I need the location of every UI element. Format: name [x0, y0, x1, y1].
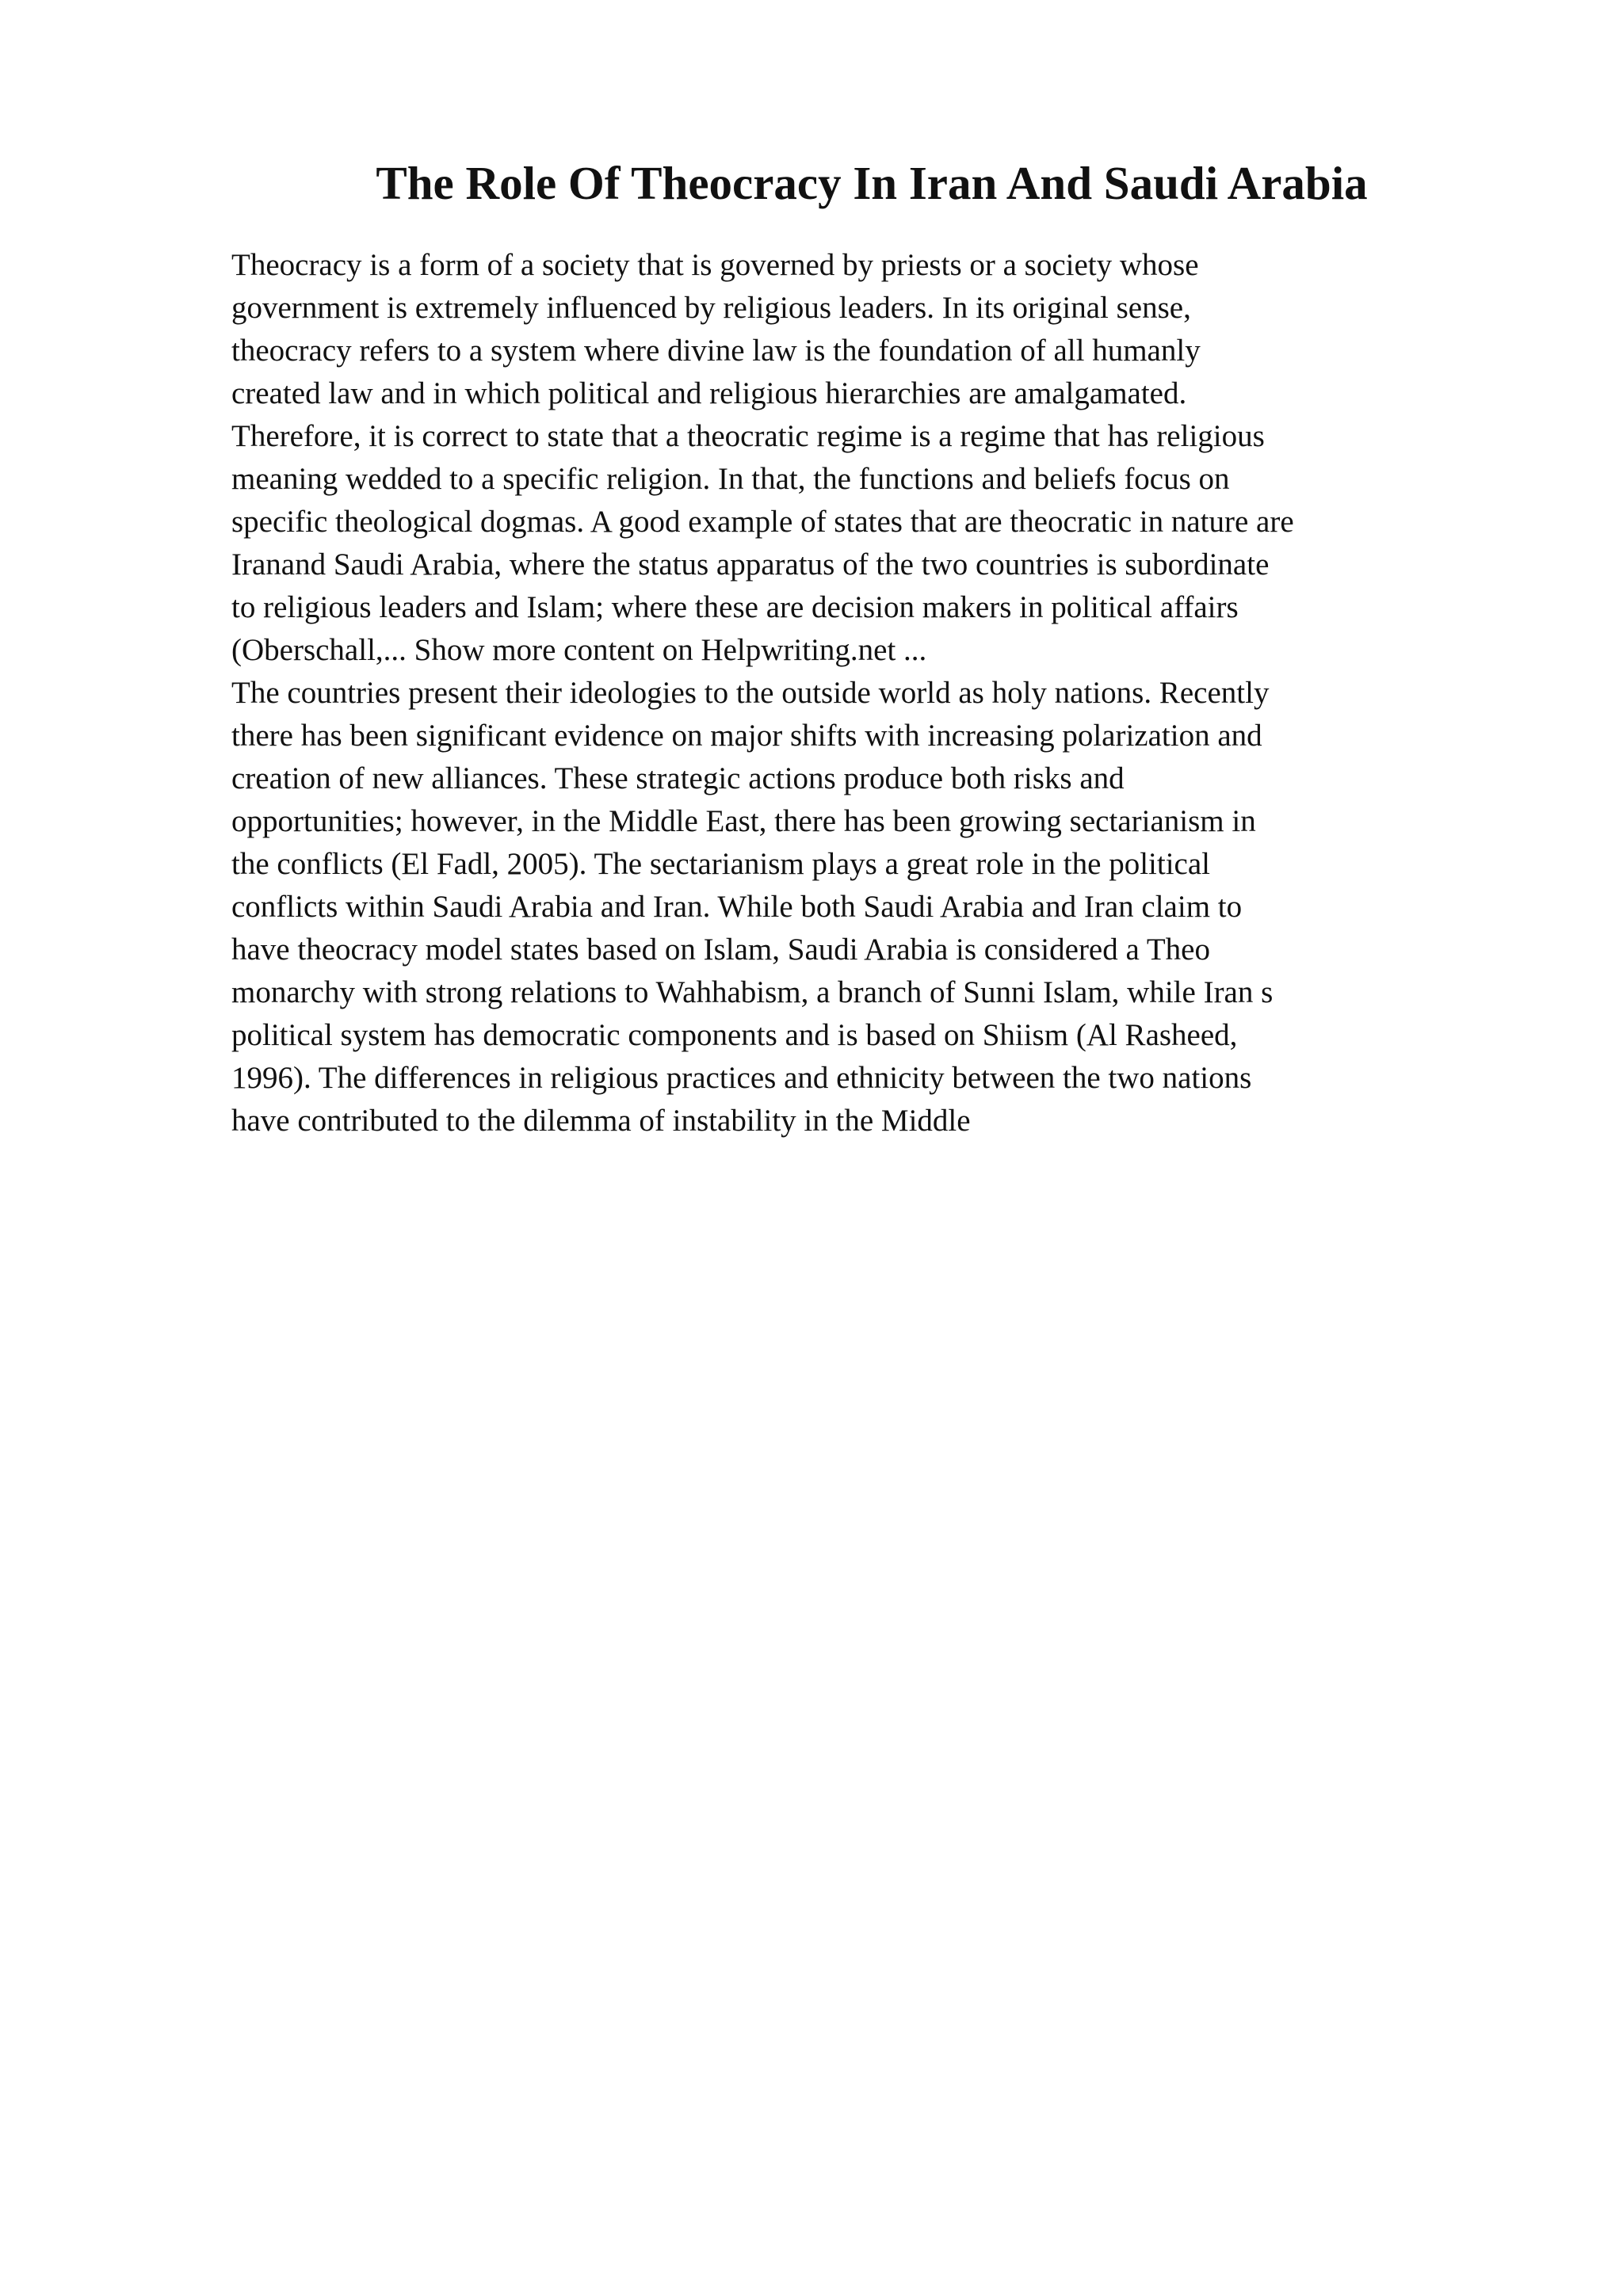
body-line: have contributed to the dilemma of instability in the Middle [231, 1104, 971, 1138]
body-line: Therefore, it is correct to state that a theocratic regime is a regime that has religious [231, 419, 1265, 453]
body-line: creation of new alliances. These strategic actions produce both risks and [231, 761, 1125, 795]
body-line: meaning wedded to a specific religion. In that, the functions and beliefs focus on [231, 462, 1230, 496]
body-line: have theocracy model states based on Islam, Saudi Arabia is considered a Theo [231, 933, 1210, 967]
body-line: government is extremely influenced by religious leaders. In its original sense, [231, 291, 1191, 325]
document-body [231, 244, 1515, 1142]
body-line: (Oberschall,... Show more content on Helpwriting.net ... [231, 633, 927, 667]
body-line: Iranand Saudi Arabia, where the status apparatus of the two countries is subordinate [231, 547, 1270, 582]
body-line: 1996). The differences in religious practices and ethnicity between the two nations [231, 1061, 1252, 1095]
body-line: The countries present their ideologies to the outside world as holy nations. Recently [231, 676, 1270, 710]
body-line: political system has democratic components and is based on Shiism (Al Rasheed, [231, 1018, 1238, 1052]
body-line: created law and in which political and religious hierarchies are amalgamated. [231, 376, 1187, 410]
body-line: opportunities; however, in the Middle East, there has been growing sectarianism in [231, 804, 1256, 838]
body-line: specific theological dogmas. A good example of states that are theocratic in nature are [231, 505, 1294, 539]
body-line: the conflicts (El Fadl, 2005). The sectarianism plays a great role in the political [231, 847, 1210, 881]
document-title: The Role Of Theocracy In Iran And Saudi Arabia [376, 157, 1368, 209]
body-line: conflicts within Saudi Arabia and Iran. While both Saudi Arabia and Iran claim to [231, 890, 1243, 924]
body-line: monarchy with strong relations to Wahhabism, a branch of Sunni Islam, while Iran s [231, 975, 1274, 1009]
body-line: theocracy refers to a system where divine law is the foundation of all humanly [231, 334, 1201, 368]
body-line: to religious leaders and Islam; where these are decision makers in political affairs [231, 590, 1239, 624]
body-line: there has been significant evidence on major shifts with increasing polarization and [231, 719, 1262, 753]
body-line: Theocracy is a form of a society that is governed by priests or a society whose [231, 248, 1199, 282]
